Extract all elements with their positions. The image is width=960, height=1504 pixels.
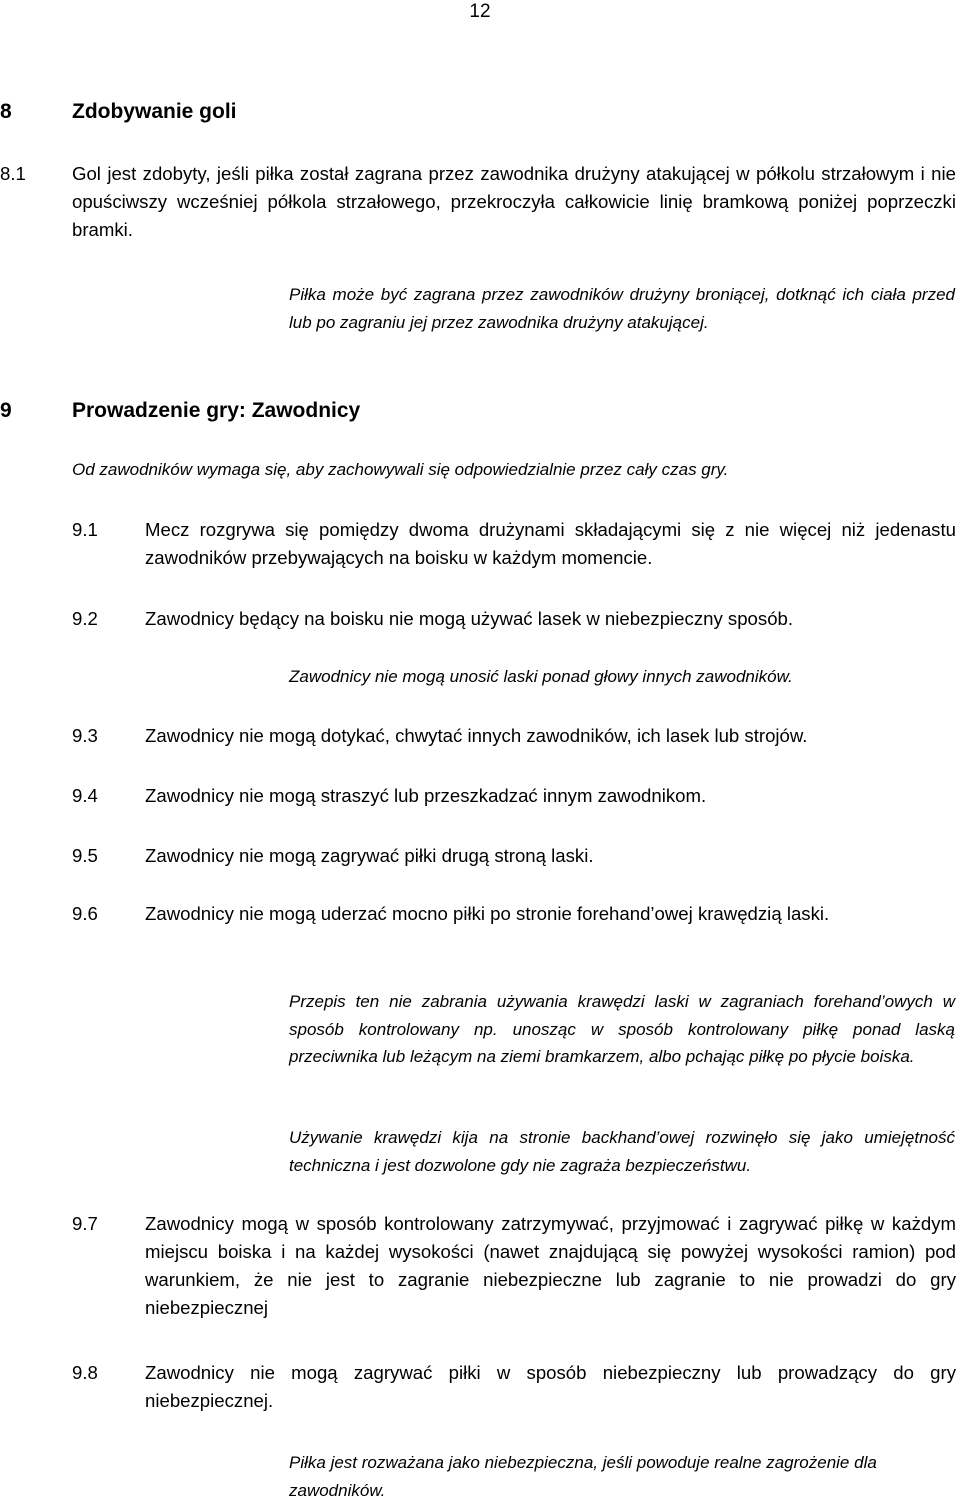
rule-9-7: [72, 1210, 956, 1322]
rule-text: Zawodnicy nie mogą zagrywać piłki w sposób niebezpieczny lub prowadzący do gry niebezpiecznej.: [145, 1362, 956, 1411]
rule-8-1: [0, 160, 956, 244]
rule-number: 9.2: [72, 608, 98, 629]
rule-number: 9.3: [72, 725, 98, 746]
rule-number: 9.4: [72, 785, 98, 806]
note-9-2: Zawodnicy nie mogą unosić laski ponad głowy innych zawodników.: [289, 667, 793, 686]
rule-text: Zawodnicy nie mogą uderzać mocno piłki po stronie forehand’owej krawędzią laski.: [145, 903, 830, 924]
note-8-1: Piłka może być zagrana przez zawodników drużyny broniącej, dotknąć ich ciała przed lub po zagraniu jej przez zawodnika drużyny atakującej.: [289, 285, 955, 332]
rule-9-5: [72, 842, 956, 870]
rule-9-3: [72, 722, 956, 750]
rule-9-1: [72, 516, 956, 572]
rule-number: 8.1: [0, 163, 26, 184]
note-9-8: Piłka jest rozważana jako niebezpieczna, jeśli powoduje realne zagrożenie dla zawodników.: [289, 1453, 877, 1500]
rule-9-8: [72, 1359, 956, 1415]
rule-9-2: [72, 605, 956, 633]
section-number: 9: [0, 399, 12, 422]
rule-number: 9.8: [72, 1362, 98, 1383]
rule-number: 9.1: [72, 519, 98, 540]
rule-text: Gol jest zdobyty, jeśli piłka został zagrana przez zawodnika drużyny atakującej w półkolu strzałowym i nie opuściwszy wcześniej półkola strzałowego, przekroczyła całkowicie linię bramkową poniżej poprzeczki bramki.: [72, 163, 956, 240]
note-9-6b: Używanie krawędzi kija na stronie backhand’owej rozwinęło się jako umiejętność techniczna i jest dozwolone gdy nie zagraża bezpieczeństwu.: [289, 1128, 955, 1175]
rule-9-4: [72, 782, 956, 810]
rule-text: Zawodnicy nie mogą straszyć lub przeszkadzać innym zawodnikom.: [145, 785, 707, 806]
rule-text: Zawodnicy nie mogą zagrywać piłki drugą stroną laski.: [145, 845, 594, 866]
section-title: Prowadzenie gry: Zawodnicy: [72, 399, 361, 422]
rule-text: Mecz rozgrywa się pomiędzy dwoma drużynami składającymi się z nie więcej niż jedenastu zawodników przebywających na boisku w każdym momencie.: [145, 519, 956, 568]
rule-number: 9.5: [72, 845, 98, 866]
note-9-6a: Przepis ten nie zabrania używania krawędzi laski w zagraniach forehand’owych w sposób kontrolowany np. unosząc w sposób kontrolowany piłkę ponad laską przeciwnika lub leżącym na ziemi bramkarzem, albo pchając piłkę po płycie boiska.: [289, 992, 955, 1066]
rule-text: Zawodnicy nie mogą dotykać, chwytać innych zawodników, ich lasek lub strojów.: [145, 725, 808, 746]
page-number: 12: [469, 1, 491, 22]
section-title: Zdobywanie goli: [72, 100, 237, 123]
rule-text: Zawodnicy będący na boisku nie mogą używać lasek w niebezpieczny sposób.: [145, 608, 794, 629]
section-number: 8: [0, 100, 12, 123]
rule-number: 9.6: [72, 903, 98, 924]
rule-9-6: [72, 900, 956, 928]
section-9-intro: Od zawodników wymaga się, aby zachowywali się odpowiedzialnie przez cały czas gry.: [72, 460, 729, 479]
rule-number: 9.7: [72, 1213, 98, 1234]
rule-text: Zawodnicy mogą w sposób kontrolowany zatrzymywać, przyjmować i zagrywać piłkę w każdym miejscu boiska i na każdej wysokości (nawet znajdującą się powyżej wysokości ramion) pod warunkiem, że nie jest to zagranie niebezpieczne lub zagranie to nie prowadzi do gry niebezpiecznej: [145, 1213, 956, 1318]
